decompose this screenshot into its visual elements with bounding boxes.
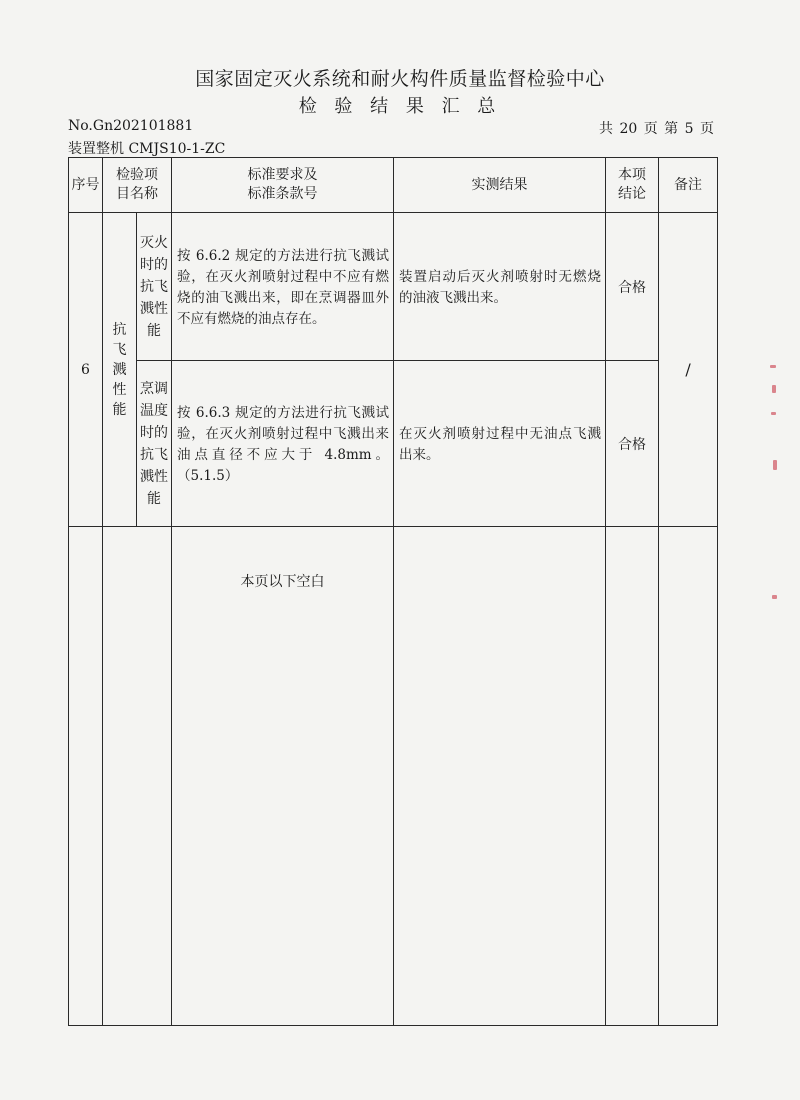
row-remark: / [659, 213, 718, 527]
scan-mark [773, 460, 777, 470]
row-seq: 6 [69, 213, 103, 527]
header-seq: 序号 [69, 158, 103, 213]
scan-mark [770, 365, 776, 368]
document-title: 国家固定灭火系统和耐火构件质量监督检验中心 [195, 68, 605, 90]
row-item-name: 抗飞溅性能 [103, 213, 137, 527]
blank-note: 本页以下空白 [172, 527, 394, 1026]
subitem-name: 烹调温度时的抗飞溅性能 [137, 361, 172, 527]
scan-mark [772, 385, 776, 393]
subitem-requirement: 按 6.6.2 规定的方法进行抗飞溅试验，在灭火剂喷射过程中不应有燃烧的油飞溅出来，即在烹调器皿外不应有燃烧的油点存在。 [172, 213, 394, 361]
results-table [68, 157, 718, 1026]
page-indicator: 共 20 页 第 5 页 [599, 121, 714, 137]
header-result: 实测结果 [394, 158, 606, 213]
blank-cell [659, 527, 718, 1026]
blank-cell [394, 527, 606, 1026]
subitem-result: 装置启动后灭火剂喷射时无燃烧的油液飞溅出来。 [394, 213, 606, 361]
scan-mark [772, 595, 777, 599]
table-row [69, 361, 718, 527]
header-conclusion: 本项结论 [606, 158, 659, 213]
subitem-conclusion: 合格 [606, 361, 659, 527]
report-number: No.Gn202101881 [68, 118, 194, 134]
header-standard: 标准要求及标准条款号 [172, 158, 394, 213]
header-remark: 备注 [659, 158, 718, 213]
table-row [69, 213, 718, 361]
blank-cell [69, 527, 103, 1026]
device-model: 装置整机 CMJS10-1-ZC [68, 141, 226, 157]
document-subtitle: 检 验 结 果 汇 总 [298, 96, 502, 117]
subitem-conclusion: 合格 [606, 213, 659, 361]
subitem-name: 灭火时的抗飞溅性能 [137, 213, 172, 361]
blank-cell [103, 527, 172, 1026]
scan-mark [771, 412, 776, 415]
subitem-result: 在灭火剂喷射过程中无油点飞溅出来。 [394, 361, 606, 527]
subitem-requirement: 按 6.6.3 规定的方法进行抗飞溅试验，在灭火剂喷射过程中飞溅出来油点直径不应大于 4.8mm。（5.1.5） [172, 361, 394, 527]
table-header-row [69, 158, 718, 213]
blank-cell [606, 527, 659, 1026]
header-item: 检验项目名称 [103, 158, 172, 213]
table-blank-row [69, 527, 718, 1026]
